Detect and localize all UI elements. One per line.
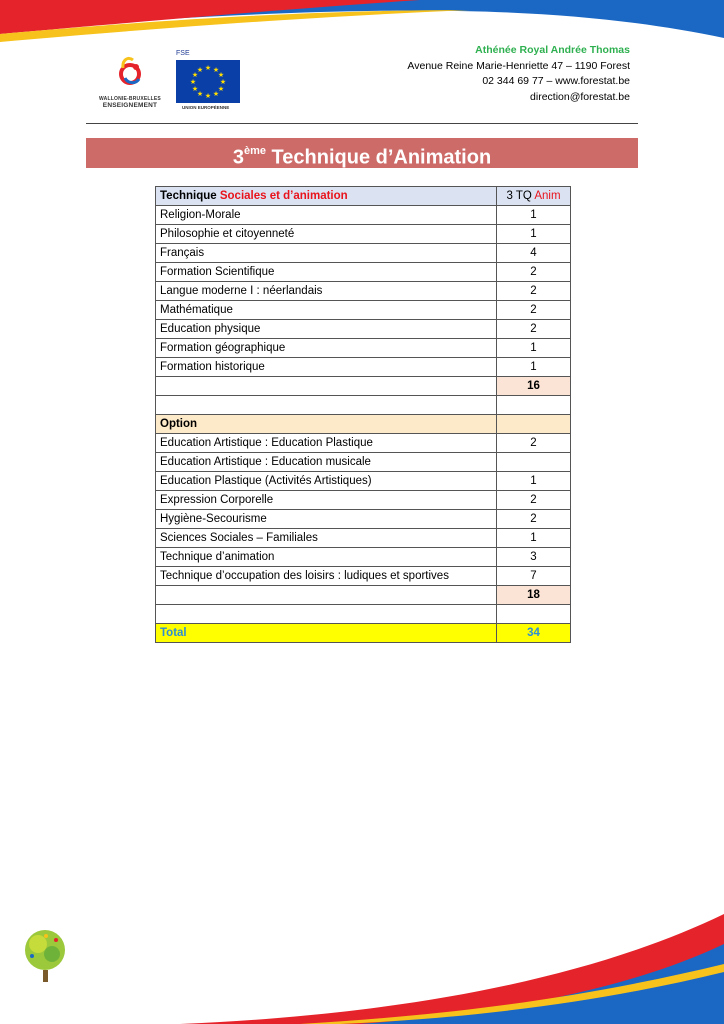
bottom-wave-decoration: [0, 914, 724, 1024]
option-course-row-label: Hygiène-Secourisme: [156, 510, 497, 529]
option-header-row-label: Option: [156, 415, 497, 434]
option-course-row-value: [497, 453, 571, 472]
course-row-label: Mathématique: [156, 301, 497, 320]
course-row: [156, 282, 571, 301]
option-course-row: [156, 472, 571, 491]
option-course-row-value: 2: [497, 510, 571, 529]
option-course-row: [156, 529, 571, 548]
eu-flag-icon: [176, 60, 240, 103]
option-course-row-value: 3: [497, 548, 571, 567]
svg-text:★: ★: [191, 71, 199, 79]
option-course-row-value: 7: [497, 567, 571, 586]
svg-text:★: ★: [204, 64, 212, 72]
option-course-row-label: Education Artistique : Education musicale: [156, 453, 497, 472]
course-row-value: 2: [497, 301, 571, 320]
wbe-line2: ENSEIGNEMENT: [102, 102, 158, 109]
course-row-value: 2: [497, 263, 571, 282]
option-course-row: [156, 548, 571, 567]
header-label-plain: Technique: [160, 190, 220, 202]
spacer-row: [156, 605, 571, 624]
total-row-label: Total: [156, 624, 497, 643]
school-contact-block: [407, 43, 630, 105]
option-course-row-value: 1: [497, 529, 571, 548]
option-course-row: [156, 434, 571, 453]
svg-text:★: ★: [204, 92, 212, 100]
option-course-row-label: Technique d’animation: [156, 548, 497, 567]
header-label-red: Sociales et d’animation: [219, 190, 348, 202]
option-course-row: [156, 567, 571, 586]
wbe-line1: WALLONIE-BRUXELLES: [99, 96, 161, 102]
option-header-row-value: [497, 415, 571, 434]
header-column-cell: [497, 187, 571, 206]
svg-text:★: ★: [212, 90, 220, 98]
header-col-plain: 3 TQ: [506, 190, 535, 202]
tree-logo-icon: [18, 926, 72, 984]
course-hours-table: [155, 186, 571, 643]
wbe-emblem-icon: [98, 52, 162, 96]
option-course-row-label: Education Plastique (Activités Artistiques): [156, 472, 497, 491]
option-course-row: [156, 510, 571, 529]
course-row: [156, 301, 571, 320]
spacer-row-value: [497, 396, 571, 415]
spacer-row-label: [156, 396, 497, 415]
header-label-cell: [156, 187, 497, 206]
wbe-logo: [98, 52, 162, 114]
svg-text:★: ★: [212, 66, 220, 74]
school-name: Athénée Royal Andrée Thomas: [475, 44, 630, 56]
title-text: Technique d’Animation: [265, 146, 492, 169]
option-course-row: [156, 491, 571, 510]
course-row: [156, 206, 571, 225]
option-course-row-value: 2: [497, 491, 571, 510]
course-row: [156, 339, 571, 358]
option-course-row: [156, 453, 571, 472]
spacer-row-label: [156, 605, 497, 624]
fse-caption: UNION EUROPÉENNE: [182, 105, 230, 110]
title-number: 3: [232, 146, 244, 169]
course-row: [156, 358, 571, 377]
option-course-row-value: 2: [497, 434, 571, 453]
course-row-label: Français: [156, 244, 497, 263]
total-row-value: 34: [497, 624, 571, 643]
subtotal-row-label: [156, 377, 497, 396]
course-row-label: Langue moderne I : néerlandais: [156, 282, 497, 301]
option-subtotal-row-value: 18: [497, 586, 571, 605]
header-divider: [86, 123, 638, 124]
course-row-value: 1: [497, 358, 571, 377]
total-row: [156, 624, 571, 643]
svg-text:★: ★: [196, 90, 204, 98]
option-header-row: [156, 415, 571, 434]
option-course-row-label: Expression Corporelle: [156, 491, 497, 510]
option-course-row-label: Technique d’occupation des loisirs : ludiques et sportives: [156, 567, 497, 586]
course-row-value: 1: [497, 206, 571, 225]
subtotal-row: [156, 377, 571, 396]
school-email: direction@forestat.be: [530, 90, 630, 103]
course-row-label: Formation géographique: [156, 339, 497, 358]
svg-text:★: ★: [191, 85, 199, 93]
title-superscript: ème: [243, 145, 266, 157]
course-row: [156, 225, 571, 244]
course-row-value: 1: [497, 339, 571, 358]
svg-text:★: ★: [196, 66, 204, 74]
fse-label: FSE: [176, 50, 190, 57]
svg-text:★: ★: [219, 78, 227, 86]
school-phone-web: 02 344 69 77 – www.forestat.be: [482, 75, 630, 87]
fse-eu-logo: [176, 50, 242, 110]
spacer-row-value: [497, 605, 571, 624]
course-row: [156, 244, 571, 263]
option-course-row-label: Education Artistique : Education Plastique: [156, 434, 497, 453]
table-header-row: [156, 187, 571, 206]
option-subtotal-row: [156, 586, 571, 605]
course-row-value: 1: [497, 225, 571, 244]
course-row-value: 2: [497, 282, 571, 301]
svg-text:★: ★: [217, 71, 225, 79]
subtotal-row-value: 16: [497, 377, 571, 396]
course-row-value: 2: [497, 320, 571, 339]
course-row-label: Formation Scientifique: [156, 263, 497, 282]
option-subtotal-row-label: [156, 586, 497, 605]
course-row-value: 4: [497, 244, 571, 263]
course-row: [156, 263, 571, 282]
course-row-label: Philosophie et citoyenneté: [156, 225, 497, 244]
course-row-label: Education physique: [156, 320, 497, 339]
school-address: Avenue Reine Marie-Henriette 47 – 1190 Forest: [407, 59, 630, 72]
svg-text:★: ★: [189, 78, 197, 86]
option-course-row-value: 1: [497, 472, 571, 491]
course-row: [156, 320, 571, 339]
option-course-row-label: Sciences Sociales – Familiales: [156, 529, 497, 548]
course-row-label: Formation historique: [156, 358, 497, 377]
page-title-banner: [86, 138, 638, 168]
spacer-row: [156, 396, 571, 415]
header-col-red: Anim: [534, 190, 561, 202]
course-row-label: Religion-Morale: [156, 206, 497, 225]
svg-text:★: ★: [217, 85, 225, 93]
